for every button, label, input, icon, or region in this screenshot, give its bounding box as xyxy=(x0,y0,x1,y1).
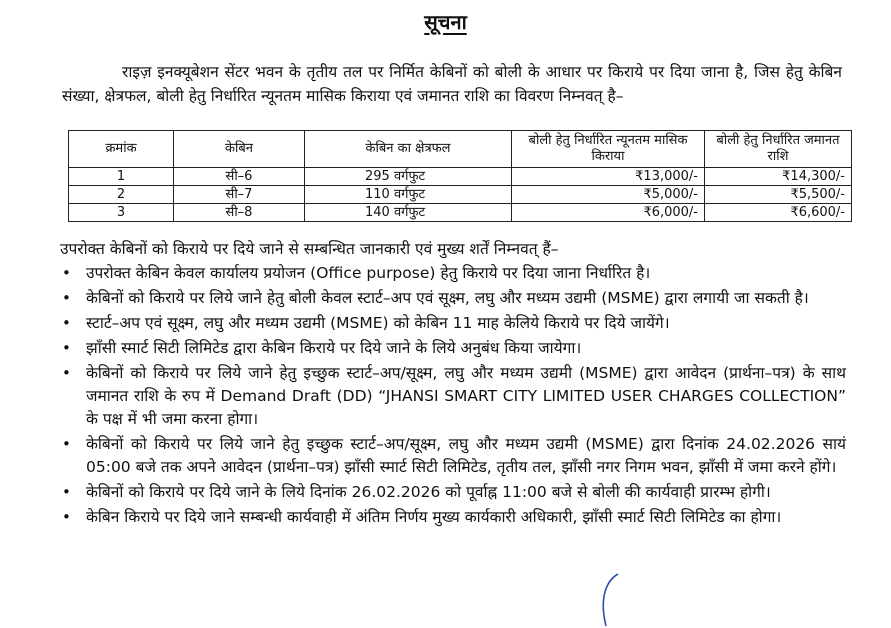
table-header-row xyxy=(69,131,852,168)
cell-area: 110 वर्गफुट xyxy=(305,186,512,204)
cell-security: ₹6,600/- xyxy=(705,204,852,222)
table-row xyxy=(69,186,852,204)
list-item: • झाँसी स्मार्ट सिटी लिमिटेड द्वारा केबिन किराये पर दिये जाने के लिये अनुबंध किया जायेगा। xyxy=(62,337,846,360)
cell-serial: 2 xyxy=(69,186,174,204)
header-area: केबिन का क्षेत्रफल xyxy=(305,131,512,168)
conditions-lead: उपरोक्त केबिनों को किराये पर दिये जाने से सम्बन्धित जानकारी एवं मुख्य शर्तें निम्नवत् हैं– xyxy=(60,240,559,258)
cell-min-rent: ₹6,000/- xyxy=(512,204,705,222)
table-row xyxy=(69,168,852,186)
cell-area: 295 वर्गफुट xyxy=(305,168,512,186)
notice-title: सूचना xyxy=(424,10,467,34)
header-min-rent: बोली हेतु निर्धारित न्यूनतम मासिक किराया xyxy=(512,131,705,168)
cell-security: ₹5,500/- xyxy=(705,186,852,204)
cell-cabin: सी–7 xyxy=(174,186,305,204)
header-serial: क्रमांक xyxy=(69,131,174,168)
list-item: • केबिनों को किराये पर लिये जाने हेतु इच्छुक स्टार्ट–अप/सूक्ष्म, लघु और मध्यम उद्यमी (MSME) द्वारा आवेदन (प्रार्थना–पत्र) के साथ जमानत राशि के रुप में Demand Draft (DD) “JHANSI SMART CITY LIMITED USER CHARGES COLLECTION” के पक्ष में भी जमा करना होगा। xyxy=(62,362,846,431)
list-item: • उपरोक्त केबिन केवल कार्यालय प्रयोजन (Office purpose) हेतु किराये पर दिया जाना निर्धारित है। xyxy=(62,262,846,285)
cell-serial: 3 xyxy=(69,204,174,222)
header-security: बोली हेतु निर्धारित जमानत राशि xyxy=(705,131,852,168)
list-item: • स्टार्ट–अप एवं सूक्ष्म, लघु और मध्यम उद्यमी (MSME) को केबिन 11 माह केलिये किराये पर दिये जायेंगे। xyxy=(62,312,846,335)
cell-area: 140 वर्गफुट xyxy=(305,204,512,222)
list-item: • केबिन किराये पर दिये जाने सम्बन्धी कार्यवाही में अंतिम निर्णय मुख्य कार्यकारी अधिकारी, झाँसी स्मार्ट सिटी लिमिटेड का होगा। xyxy=(62,506,846,529)
cell-cabin: सी–8 xyxy=(174,204,305,222)
header-cabin: केबिन xyxy=(174,131,305,168)
cell-security: ₹14,300/- xyxy=(705,168,852,186)
cabin-table xyxy=(68,130,852,222)
intro-paragraph: राइज़ इनक्यूबेशन सेंटर भवन के तृतीय तल पर निर्मित केबिनों को बोली के आधार पर किराये पर दिया जाना है, जिस हेतु केबिन संख्या, क्षेत्रफल, बोली हेतु निर्धारित न्यूनतम मासिक किराया एवं जमानत राशि का विवरण निम्नवत् है– xyxy=(62,63,842,105)
cell-min-rent: ₹5,000/- xyxy=(512,186,705,204)
pen-mark-icon xyxy=(598,572,624,628)
table-row xyxy=(69,204,852,222)
cell-min-rent: ₹13,000/- xyxy=(512,168,705,186)
list-item: • केबिनों को किराये पर लिये जाने हेतु बोली केवल स्टार्ट–अप एवं सूक्ष्म, लघु और मध्यम उद्यमी (MSME) द्वारा लगायी जा सकती है। xyxy=(62,287,846,310)
list-item: • केबिनों को किराये पर दिये जाने के लिये दिनांक 26.02.2026 को पूर्वाह्न 11:00 बजे से बोली की कार्यवाही प्रारम्भ होगी। xyxy=(62,481,846,504)
cell-cabin: सी–6 xyxy=(174,168,305,186)
list-item: • केबिनों को किराये पर लिये जाने हेतु इच्छुक स्टार्ट–अप/सूक्ष्म, लघु और मध्यम उद्यमी (MSME) द्वारा दिनांक 24.02.2026 सायं 05:00 बजे तक अपने आवेदन (प्रार्थना–पत्र) झाँसी स्मार्ट सिटी लिमिटेड, तृतीय तल, झाँसी नगर निगम भवन, झाँसी में जमा करने होंगे। xyxy=(62,433,846,479)
conditions-list xyxy=(62,262,846,531)
cell-serial: 1 xyxy=(69,168,174,186)
